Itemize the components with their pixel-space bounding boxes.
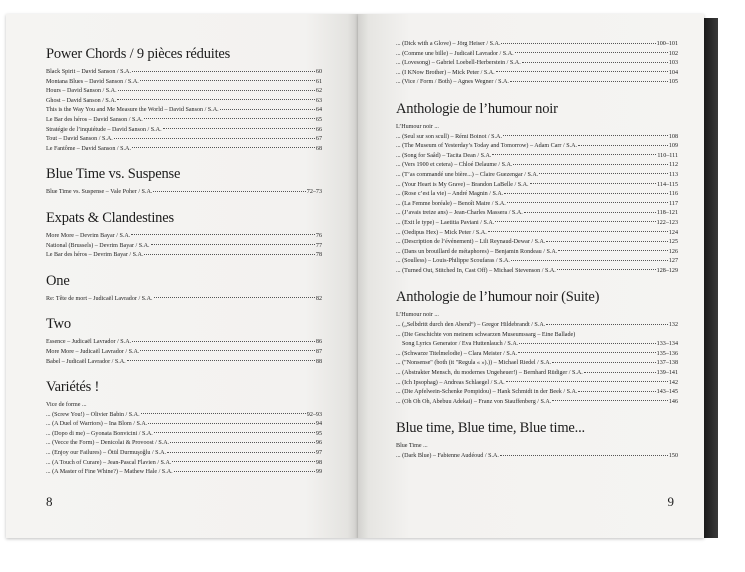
- left-page-content: [46, 46, 322, 478]
- toc-entry-page: 88: [315, 358, 322, 365]
- toc-entry: [46, 97, 322, 107]
- toc-entry: [46, 459, 322, 469]
- dot-leader: [117, 99, 315, 100]
- toc-entry-title: Stratégie de l’inquiétude – David Sanson / S.A.: [46, 126, 162, 133]
- toc-entry: [396, 350, 678, 360]
- dot-leader: [578, 145, 668, 146]
- toc-entry: [396, 340, 678, 350]
- toc-entry-title: ... (Your Heart is My Grave) – Brandon LaBelle / S.A.: [396, 181, 529, 188]
- toc-entry-title: ... (Dick with a Glove) – Jörg Heiser / S.A.: [396, 41, 501, 47]
- toc-entry-page: 62: [315, 88, 322, 95]
- section-gap: [46, 154, 322, 166]
- section-heading: Blue time, Blue time, Blue time...: [396, 420, 585, 437]
- toc-entry: [396, 238, 678, 248]
- toc-entry-title: Blue Time vs. Suspense – Vale Poher / S.A.: [46, 189, 153, 196]
- toc-entry-page: 150: [668, 453, 678, 459]
- toc-entry-page: 135–136: [656, 350, 678, 357]
- toc-entry-page: 109: [668, 143, 678, 150]
- toc-entry-title: ... (Vice / Form / Both) – Agnes Wegner / S.A.: [396, 79, 509, 86]
- dot-leader: [558, 250, 668, 251]
- right-page-content: [396, 40, 678, 462]
- toc-entry: [46, 411, 322, 421]
- toc-entry: [396, 452, 678, 462]
- toc-entry-title: ... (Schwarze Titelmelodie) – Clara Meister / S.A.: [396, 350, 518, 357]
- section-subtitle: Vice de forme ...: [46, 402, 87, 409]
- toc-entry: [46, 449, 322, 459]
- toc-entry-page: 137–138: [656, 360, 678, 367]
- toc-entry-title: ... (Oedipus Hex) – Mick Peter / S.A.: [396, 229, 487, 236]
- toc-entry-title: ... (Turned Out, Stitched In, Cast Off) – Michael Stevenson / S.A.: [396, 267, 556, 274]
- toc-entry-page: 146: [668, 398, 678, 405]
- toc-entry-title: Black Spirit – David Sanson / S.A.: [46, 69, 131, 75]
- open-book: [4, 14, 722, 552]
- toc-entry-page: 125: [668, 239, 678, 246]
- section-heading: One: [46, 272, 70, 289]
- toc-entry-page: 63: [315, 97, 322, 104]
- toc-entry-page: 126: [668, 248, 678, 255]
- dot-leader: [167, 452, 315, 453]
- toc-entry-title: ... (Lovesong) – Gabriel Loebell-Herberstein / S.A.: [396, 60, 521, 67]
- toc-entry: [396, 50, 678, 60]
- dot-leader: [504, 193, 668, 194]
- toc-entry-title: Le Bar des héros – David Sanson / S.A.: [46, 116, 143, 123]
- dot-leader: [131, 234, 315, 235]
- toc-entry-page: 114–115: [657, 181, 678, 188]
- toc-entry: [396, 200, 678, 210]
- toc-entry-title: ... (Song for Saâd) – Tacita Dean / S.A.: [396, 152, 492, 159]
- toc-entry-page: 99: [315, 469, 322, 476]
- dot-leader: [132, 71, 315, 72]
- toc-entry-page: 64: [315, 107, 322, 114]
- dot-leader: [522, 62, 668, 63]
- toc-entry-title: Ghost – David Sanson / S.A.: [46, 97, 117, 104]
- toc-entry: [396, 219, 678, 229]
- toc-entry-title: ... (La Femme boréale) – Benoît Maire / S.A.: [396, 200, 506, 207]
- dot-leader: [148, 423, 315, 424]
- toc-entry-title: ... (Vers 1900 et cetera) – Chloé Delaume / S.A.: [396, 162, 513, 169]
- dot-leader: [539, 173, 668, 174]
- toc-entry: [46, 126, 322, 136]
- toc-entry: [46, 251, 322, 261]
- dot-leader: [141, 413, 306, 414]
- toc-entry-page: 65: [315, 116, 322, 123]
- dot-leader: [507, 202, 668, 203]
- toc-entry-page: 72–73: [306, 189, 322, 196]
- toc-entry-title: ... (Dopo di me) – Gyonata Bonvicini / S.A.: [46, 430, 153, 437]
- section-heading: Power Chords / 9 pièces réduites: [46, 46, 231, 62]
- toc-entry-title: ... (The Museum of Yesterday’s Today and Tomorrow) – Adam Carr / S.A.: [396, 143, 578, 150]
- dot-leader: [151, 244, 315, 245]
- dot-leader: [530, 183, 657, 184]
- toc-entry: [46, 295, 322, 305]
- toc-entry-title: More More – Judicaël Lavrador / S.A.: [46, 348, 140, 355]
- dot-leader: [174, 471, 315, 472]
- toc-entry: [46, 468, 322, 478]
- toc-entry-title: ... (Rose c’est la vie) – André Magnin / S.A.: [396, 191, 504, 198]
- toc-entry: [396, 78, 678, 88]
- dot-leader: [144, 254, 314, 255]
- section-gap: [46, 367, 322, 379]
- toc-entry-title: ... (Oh Oh Oh, Abebuu Adekai) – Franz von Stauffenberg / S.A.: [396, 398, 552, 405]
- dot-leader: [518, 352, 655, 353]
- toc-entry-title: More More – Devrim Bayar / S.A.: [46, 232, 131, 239]
- toc-entry-page: 113: [669, 171, 678, 178]
- toc-entry: [396, 229, 678, 239]
- dot-leader: [140, 80, 315, 81]
- toc-entry: [396, 398, 678, 408]
- toc-entry-page: 124: [668, 229, 678, 236]
- section-subtitle: L’Humour noir ...: [396, 123, 439, 130]
- toc-section: [46, 166, 322, 198]
- toc-entry-page: 61: [315, 78, 322, 85]
- dot-leader: [546, 324, 668, 325]
- toc-entry-page: 67: [315, 136, 322, 143]
- toc-entry: [396, 69, 678, 79]
- toc-entry-title: Montana Blues – David Sanson / S.A.: [46, 78, 139, 85]
- toc-section: [46, 273, 322, 305]
- dot-leader: [127, 360, 315, 361]
- toc-entry-title: ... (Exit le type) – Laetitia Paviani / S.A.: [396, 219, 495, 226]
- toc-entry: [396, 161, 678, 171]
- toc-entry-title: ... (Screw You!) – Olivier Babin / S.A.: [46, 411, 140, 418]
- section-gap: [46, 261, 322, 273]
- toc-entry-page: 112: [669, 162, 678, 169]
- dot-leader: [170, 442, 315, 443]
- toc-entry-page: 105: [668, 79, 678, 86]
- toc-entry-title: Song Lyrics Generator / Eva Huttenlauch / S.A.: [402, 341, 519, 348]
- toc-entry-page: 104: [668, 69, 678, 76]
- toc-entry: [396, 152, 678, 162]
- toc-entry: [46, 68, 322, 78]
- left-page-number: 8: [46, 494, 53, 509]
- right-page: [358, 14, 704, 538]
- toc-entry: [46, 420, 322, 430]
- toc-entry: [46, 106, 322, 116]
- dot-leader: [114, 138, 315, 139]
- toc-entry-page: 96: [315, 440, 322, 447]
- section-subtitle: L’Humour noir ...: [396, 312, 439, 319]
- toc-entry-page: 98: [315, 459, 322, 466]
- dot-leader: [552, 400, 668, 401]
- toc-entry-page: 132: [668, 322, 678, 329]
- toc-entry: [396, 190, 678, 200]
- dot-leader: [519, 343, 655, 344]
- toc-entry-page: 82: [315, 295, 322, 302]
- toc-entry: [46, 78, 322, 88]
- section-gap: [46, 198, 322, 210]
- dot-leader: [144, 118, 315, 119]
- toc-entry-title: Hours – David Sanson / S.A.: [46, 88, 117, 95]
- toc-entry-page: 102: [668, 50, 678, 57]
- toc-entry-page: 110–111: [657, 152, 678, 159]
- toc-entry-title: ... (T’as commandé une bière...) – Claire Guezengar / S.A.: [396, 171, 539, 178]
- toc-section: [46, 210, 322, 261]
- toc-entry-title: ... (Enjoy our Failures) – Ötül Durmuşoğlu / S.A.: [46, 450, 167, 457]
- section-heading: Blue Time vs. Suspense: [46, 166, 181, 183]
- toc-entry: [46, 439, 322, 449]
- section-heading: Anthologie de l’humour noir (Suite): [396, 289, 600, 306]
- toc-entry: [396, 331, 678, 341]
- toc-entry-page: 92–93: [306, 411, 322, 418]
- toc-entry-title: ... ("Nonsense" (both (it "Regula « »).)) – Michael Riedel / S.A.: [396, 360, 552, 367]
- toc-entry-page: 116: [669, 191, 678, 198]
- dot-leader: [584, 372, 656, 373]
- dot-leader: [220, 109, 315, 110]
- dot-leader: [154, 432, 315, 433]
- dot-leader: [552, 362, 655, 363]
- dot-leader: [153, 191, 305, 192]
- dot-leader: [513, 164, 668, 165]
- dot-leader: [546, 241, 667, 242]
- toc-entry-page: 97: [315, 450, 322, 457]
- toc-entry-page: 108: [668, 133, 678, 140]
- toc-entry-title: ... (A Touch of Curare) – Jean-Pascal Flavien / S.A.: [46, 459, 172, 466]
- toc-entry-page: 68: [315, 145, 322, 152]
- toc-entry: [396, 369, 678, 379]
- toc-entry-title: ... (A Master of Fine Whine?) – Mathew Hale / S.A.: [46, 469, 173, 476]
- dot-leader: [500, 455, 668, 456]
- toc-entry: [46, 135, 322, 145]
- toc-entry: [46, 232, 322, 242]
- toc-entry-title: ... (Vecce the Form) – Denicolai & Provoost / S.A.: [46, 440, 170, 447]
- toc-entry: [46, 358, 322, 368]
- toc-entry-title: ... (Die Apfelwein-Schenke Pompidou) – Hank Schmidt in der Beek / S.A.: [396, 389, 578, 396]
- toc-entry-page: 117: [669, 200, 678, 207]
- toc-entry-title: Le Fantôme – David Sanson / S.A.: [46, 145, 131, 152]
- dot-leader: [501, 43, 655, 44]
- toc-entry-title: ... (Dans un brouillard de métaphores) – Benjamin Rondeau / S.A.: [396, 248, 558, 255]
- toc-entry: [46, 116, 322, 126]
- dot-leader: [495, 221, 655, 222]
- toc-entry: [396, 171, 678, 181]
- toc-entry-page: 127: [668, 258, 678, 265]
- toc-entry-title: ... (Ich Ipsophag) – Andreas Schlaegel / S.A.: [396, 379, 505, 386]
- toc-entry-title: ... (Soulless) – Louis-Philippe Scoufaras / S.A.: [396, 258, 510, 265]
- dot-leader: [132, 147, 315, 148]
- toc-entry-title: ... (Comme une bille) – Judicaël Lavrador / S.A.: [396, 50, 514, 57]
- section-gap: [396, 88, 678, 101]
- toc-section: [46, 46, 322, 154]
- toc-entry-title: Babel – Judicaël Lavrador / S.A.: [46, 358, 126, 365]
- toc-entry: [46, 338, 322, 348]
- dot-leader: [524, 212, 656, 213]
- toc-entry-page: 66: [315, 126, 322, 133]
- toc-section: [396, 420, 678, 461]
- toc-entry: [396, 209, 678, 219]
- toc-entry-title: National (Brussels) – Devrim Bayar / S.A.: [46, 242, 150, 249]
- toc-entry: [396, 40, 678, 50]
- dot-leader: [118, 90, 315, 91]
- toc-entry-page: 60: [315, 69, 322, 75]
- dot-leader: [492, 154, 656, 155]
- toc-entry-page: 139–141: [656, 370, 678, 377]
- dot-leader: [172, 461, 315, 462]
- toc-entry: [46, 348, 322, 358]
- toc-section: [396, 289, 678, 407]
- toc-entry: [396, 379, 678, 389]
- section-heading: Two: [46, 316, 71, 333]
- left-page: [6, 14, 358, 538]
- toc-entry: [396, 248, 678, 258]
- section-gap: [396, 276, 678, 289]
- toc-entry: [396, 321, 678, 331]
- toc-entry-title: ... (Seul sur son scull) – Rémi Boinot / S.A.: [396, 133, 502, 140]
- toc-entry-title: ... (Dark Blue) – Fabienne Audéoud / S.A.: [396, 453, 499, 459]
- toc-entry: [46, 430, 322, 440]
- toc-entry-page: 143–145: [656, 389, 678, 396]
- toc-entry-title: ... (Abstrakter Mensch, du modernes Ungeheuer!) – Bernhard Rüdiger / S.A.: [396, 370, 583, 377]
- toc-entry-page: 118–121: [656, 210, 678, 217]
- toc-entry: [396, 181, 678, 191]
- toc-section: [46, 316, 322, 367]
- toc-entry: [396, 142, 678, 152]
- toc-section: [46, 379, 322, 478]
- dot-leader: [496, 71, 668, 72]
- dot-leader: [163, 128, 315, 129]
- dot-leader: [140, 350, 314, 351]
- toc-entry: [396, 257, 678, 267]
- toc-entry: [46, 188, 322, 198]
- book-spine-edge: [704, 18, 718, 538]
- toc-entry-page: 142: [668, 379, 678, 386]
- toc-entry-title: ... („Selbdritt durch den Abend“) – Gregor Hildebrandt / S.A.: [396, 322, 546, 329]
- toc-entry-title: ... (A Duel of Warriors) – Ina Blom / S.A.: [46, 421, 148, 428]
- dot-leader: [557, 269, 656, 270]
- section-heading: Anthologie de l’humour noir: [396, 100, 558, 117]
- dot-leader: [132, 341, 315, 342]
- toc-entry-title: Essence – Judicaël Lavrador / S.A.: [46, 339, 132, 346]
- toc-entry-title: ... (J’avais treize ans) – Jean-Charles Massera / S.A.: [396, 210, 523, 217]
- section-heading: Variétés !: [46, 379, 100, 396]
- toc-entry-title: Tout – David Sanson / S.A.: [46, 136, 113, 143]
- dot-leader: [515, 52, 668, 53]
- right-page-number: 9: [667, 494, 674, 509]
- section-gap: [46, 304, 322, 316]
- section-heading: Expats & Clandestines: [46, 209, 174, 226]
- dot-leader: [510, 81, 668, 82]
- toc-entry-page: 95: [315, 430, 322, 437]
- toc-entry-page: 87: [315, 348, 322, 355]
- toc-entry-page: 128–129: [656, 267, 678, 274]
- toc-entry-page: 103: [668, 60, 678, 67]
- toc-entry: [396, 267, 678, 277]
- section-subtitle: Blue Time ...: [396, 443, 428, 450]
- toc-entry-title: This is the Way You and Me Measure the World – David Sanson / S.A.: [46, 107, 219, 114]
- toc-entry: [46, 242, 322, 252]
- toc-entry: [46, 145, 322, 155]
- toc-entry-page: 86: [315, 339, 322, 346]
- toc-entry-page: 100–101: [656, 41, 678, 47]
- toc-entry-page: 78: [315, 252, 322, 259]
- toc-entry-title: Re: Tête de mort – Judicaël Lavrador / S.A.: [46, 295, 153, 302]
- toc-entry: [396, 388, 678, 398]
- toc-entry-page: 76: [315, 232, 322, 239]
- toc-section: [396, 101, 678, 277]
- dot-leader: [503, 135, 668, 136]
- dot-leader: [154, 297, 315, 298]
- toc-entry-page: 133–134: [656, 341, 678, 348]
- dot-leader: [578, 391, 655, 392]
- toc-entry: [396, 59, 678, 69]
- dot-leader: [511, 260, 668, 261]
- toc-entry-title: Le Bar des héros – Devrim Bayar / S.A.: [46, 252, 144, 259]
- dot-leader: [488, 231, 668, 232]
- toc-entry: [396, 133, 678, 143]
- toc-entry-page: 94: [315, 421, 322, 428]
- toc-entry: [46, 87, 322, 97]
- toc-entry-page: 122–123: [656, 219, 678, 226]
- dot-leader: [506, 381, 668, 382]
- toc-entry-page: 77: [315, 242, 322, 249]
- toc-entry-title: ... (Die Geschichte von meinem schwarzen Museumssarg – Eine Ballade): [396, 331, 576, 338]
- toc-entry-title: ... (I KNow Brother) – Mick Peter / S.A.: [396, 69, 495, 76]
- toc-entry-title: ... (Description de l’événement) – Lili Reynaud-Dewar / S.A.: [396, 239, 546, 246]
- section-gap: [396, 407, 678, 420]
- toc-entry: [396, 359, 678, 369]
